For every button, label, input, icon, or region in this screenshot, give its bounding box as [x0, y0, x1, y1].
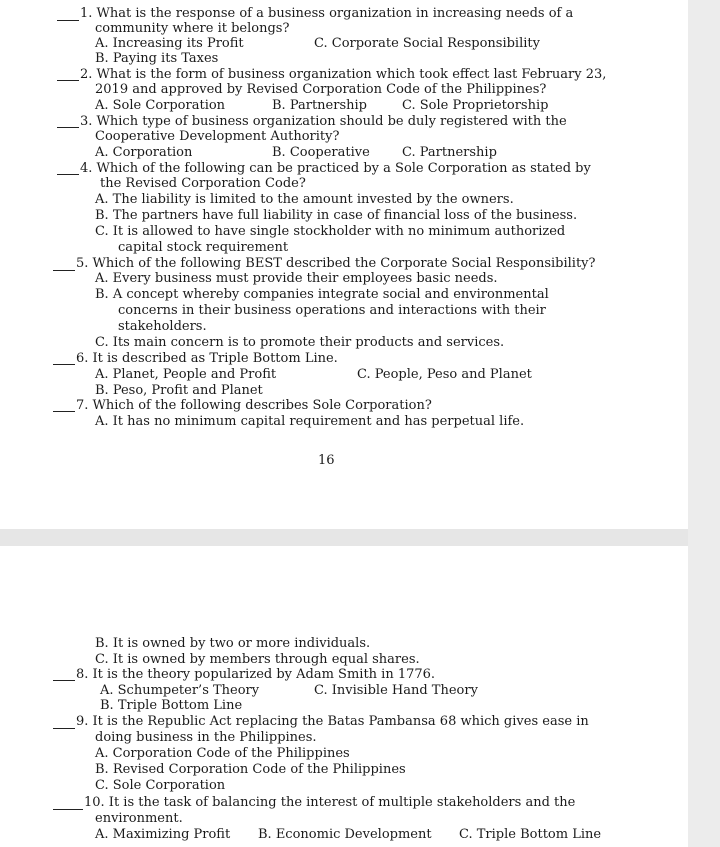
q4-option-b: B. The partners have full liability in case of financial loss of the business. — [95, 208, 578, 223]
q3-stem-line1: 3. Which type of business organization should be duly registered with the — [80, 114, 567, 129]
q10-option-c: C. Triple Bottom Line — [459, 827, 602, 842]
q5-option-a: A. Every business must provide their employees basic needs. — [95, 271, 498, 286]
q5-option-b-line3: stakeholders. — [118, 319, 207, 334]
q8-option-a: A. Schumpeter’s Theory — [100, 683, 260, 698]
answer-blank-6[interactable] — [53, 364, 75, 365]
q8-option-b: B. Triple Bottom Line — [100, 698, 243, 713]
q6-option-a: A. Planet, People and Profit — [95, 367, 277, 382]
q9-stem-line1: 9. It is the Republic Act replacing the Batas Pambansa 68 which gives ease in — [76, 714, 589, 729]
q6-option-b: B. Peso, Profit and Planet — [95, 383, 263, 398]
q6-stem: 6. It is described as Triple Bottom Line. — [76, 351, 338, 366]
q10-option-b: B. Economic Development — [258, 827, 432, 842]
q8-stem: 8. It is the theory popularized by Adam Smith in 1776. — [76, 667, 436, 682]
q7-stem: 7. Which of the following describes Sole Corporation? — [76, 398, 432, 413]
q1-stem-line1: 1. What is the response of a business organization in increasing needs of a — [80, 6, 574, 21]
answer-blank-9[interactable] — [53, 728, 75, 729]
viewer-background — [688, 0, 720, 847]
q5-option-b-line2: concerns in their business operations and interactions with their — [118, 303, 546, 318]
q1-option-a: A. Increasing its Profit — [95, 36, 244, 51]
answer-blank-4[interactable] — [57, 174, 79, 175]
q10-stem-line1: 10. It is the task of balancing the interest of multiple stakeholders and the — [84, 795, 576, 810]
q4-stem-line1: 4. Which of the following can be practiced by a Sole Corporation as stated by — [80, 161, 591, 176]
q4-option-c-line2: capital stock requirement — [118, 240, 289, 255]
q10-stem-line2: environment. — [95, 811, 183, 826]
q2-stem-line2: 2019 and approved by Revised Corporation Code of the Philippines? — [95, 82, 547, 97]
q4-option-a: A. The liability is limited to the amount invested by the owners. — [95, 192, 514, 207]
q3-stem-line2: Cooperative Development Authority? — [95, 129, 340, 144]
q2-stem-line1: 2. What is the form of business organization which took effect last February 23, — [80, 67, 607, 82]
q1-option-b: B. Paying its Taxes — [95, 51, 219, 66]
q3-option-c: C. Partnership — [402, 145, 497, 160]
q7-option-a: A. It has no minimum capital requirement and has perpetual life. — [95, 414, 525, 429]
page-gap — [0, 529, 720, 546]
q6-option-c: C. People, Peso and Planet — [357, 367, 532, 382]
q9-option-a: A. Corporation Code of the Philippines — [95, 746, 350, 761]
q10-option-a: A. Maximizing Profit — [95, 827, 231, 842]
answer-blank-2[interactable] — [57, 80, 79, 81]
q5-option-c: C. Its main concern is to promote their products and services. — [95, 335, 505, 350]
q2-option-c: C. Sole Proprietorship — [402, 98, 549, 113]
q9-option-c: C. Sole Corporation — [95, 778, 226, 793]
page-number: 16 — [318, 453, 335, 468]
q7-option-b: B. It is owned by two or more individuals. — [95, 636, 371, 651]
q2-option-b: B. Partnership — [272, 98, 367, 113]
page-17 — [0, 546, 688, 847]
q1-option-c: C. Corporate Social Responsibility — [314, 36, 540, 51]
q9-stem-line2: doing business in the Philippines. — [95, 730, 317, 745]
answer-blank-8[interactable] — [53, 680, 75, 681]
answer-blank-3[interactable] — [57, 127, 79, 128]
q1-stem-line2: community where it belongs? — [95, 21, 290, 36]
q3-option-a: A. Corporation — [95, 145, 193, 160]
q9-option-b: B. Revised Corporation Code of the Philippines — [95, 762, 406, 777]
q5-stem: 5. Which of the following BEST described the Corporate Social Responsibility? — [76, 256, 596, 271]
q3-option-b: B. Cooperative — [272, 145, 370, 160]
answer-blank-5[interactable] — [53, 270, 75, 271]
q8-option-c: C. Invisible Hand Theory — [314, 683, 478, 698]
answer-blank-7[interactable] — [53, 411, 75, 412]
q4-option-c-line1: C. It is allowed to have single stockholder with no minimum authorized — [95, 224, 566, 239]
answer-blank-1[interactable] — [57, 20, 79, 21]
q7-option-c: C. It is owned by members through equal shares. — [95, 652, 420, 667]
q2-option-a: A. Sole Corporation — [95, 98, 226, 113]
answer-blank-10[interactable] — [53, 809, 83, 810]
q5-option-b-line1: B. A concept whereby companies integrate social and environmental — [95, 287, 549, 302]
q4-stem-line2: the Revised Corporation Code? — [100, 176, 306, 191]
